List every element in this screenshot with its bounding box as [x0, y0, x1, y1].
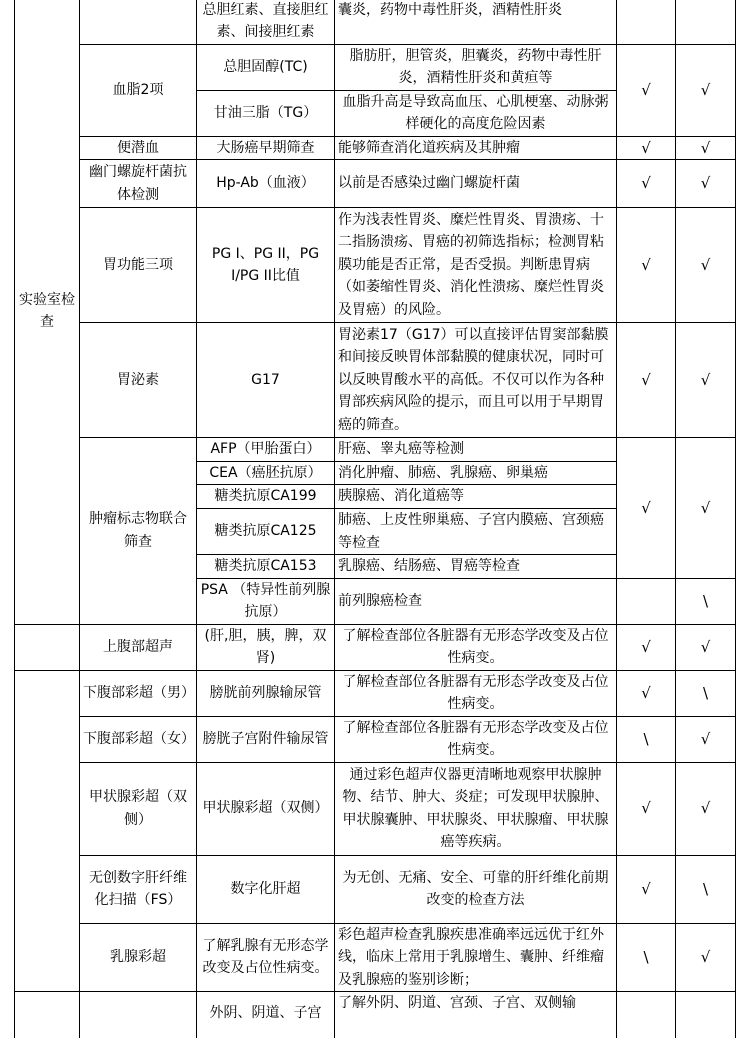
- male-cell: \: [617, 716, 676, 762]
- male-cell: [617, 992, 676, 1038]
- female-cell: √: [676, 716, 736, 762]
- content-cell: 糖类抗原CA199: [197, 485, 335, 509]
- female-cell: √: [676, 323, 736, 438]
- desc-cell: 了解检查部位各脏器有无形态学改变及占位性病变。: [335, 624, 617, 670]
- desc-cell: 了解检查部位各脏器有无形态学改变及占位性病变。: [335, 716, 617, 762]
- table-row: [15, 855, 736, 923]
- female-cell: √: [676, 160, 736, 208]
- male-cell: [617, 578, 676, 624]
- item-cell: 幽门螺旋杆菌抗体检测: [80, 160, 197, 208]
- item-cell: 甲状腺彩超（双侧）: [80, 762, 197, 855]
- item-cell: 肿瘤标志物联合筛查: [80, 438, 197, 625]
- female-cell: [676, 0, 736, 44]
- male-cell: √: [617, 762, 676, 855]
- female-cell: √: [676, 44, 736, 136]
- table-row: [15, 44, 736, 90]
- desc-cell: 脂肪肝，胆管炎，胆囊炎，药物中毒性肝炎，酒精性肝炎和黄疸等: [335, 44, 617, 90]
- desc-cell: 囊炎，药物中毒性肝炎，酒精性肝炎: [335, 0, 617, 44]
- desc-cell: 肺癌、上皮性卵巢癌、子宫内膜癌、宫颈癌等检查: [335, 509, 617, 555]
- content-cell: CEA（癌胚抗原）: [197, 461, 335, 485]
- desc-cell: 能够筛查消化道疾病及其肿瘤: [335, 136, 617, 160]
- male-cell: √: [617, 624, 676, 670]
- female-cell: √: [676, 208, 736, 323]
- category-cell: 实验室检查: [15, 0, 80, 624]
- desc-cell: 作为浅表性胃炎、糜烂性胃炎、胃溃疡、十二指肠溃疡、胃癌的初筛选指标；检测胃粘膜功能是否正常，是否受损。判断患胃病（如萎缩性胃炎、消化性溃疡、糜烂性胃炎及胃癌）的风险。: [335, 208, 617, 323]
- female-cell: \: [676, 578, 736, 624]
- table-row: [15, 923, 736, 992]
- content-cell: 甘油三脂（TG）: [197, 90, 335, 136]
- item-cell: 胃泌素: [80, 323, 197, 438]
- desc-cell: 通过彩色超声仪器更清晰地观察甲状腺肿物、结节、肿大、炎症；可发现甲状腺肿、甲状腺囊肿、甲状腺炎、甲状腺瘤、甲状腺癌等疾病。: [335, 762, 617, 855]
- desc-cell: 血脂升高是导致高血压、心肌梗塞、动脉粥样硬化的高度危险因素: [335, 90, 617, 136]
- female-cell: [676, 992, 736, 1038]
- table-row: [15, 160, 736, 208]
- desc-cell: 为无创、无痛、安全、可靠的肝纤维化前期改变的检查方法: [335, 855, 617, 923]
- item-cell: 上腹部超声: [80, 624, 197, 670]
- table-row: [15, 624, 736, 670]
- male-cell: √: [617, 855, 676, 923]
- desc-cell: 胃泌素17（G17）可以直接评估胃窦部黏膜和间接反映胃体部黏膜的健康状况，同时可以反映胃酸水平的高低。不仅可以作为各种胃部疾病风险的提示，而且可以用于早期胃癌的筛查。: [335, 323, 617, 438]
- male-cell: \: [617, 923, 676, 992]
- content-cell: 膀胱前列腺输尿管: [197, 670, 335, 716]
- content-cell: 数字化肝超: [197, 855, 335, 923]
- table-row: [15, 992, 736, 1038]
- item-cell: [80, 0, 197, 44]
- table-row: [15, 136, 736, 160]
- content-cell: AFP（甲胎蛋白）: [197, 438, 335, 462]
- desc-cell: 肝癌、睾丸癌等检测: [335, 438, 617, 462]
- desc-cell: 彩色超声检查乳腺疾患准确率远远优于红外线，临床上常用于乳腺增生、囊肿、纤维瘤及乳腺癌的鉴别诊断；: [335, 923, 617, 992]
- content-cell: Hp-Ab（血液）: [197, 160, 335, 208]
- table-row: [15, 0, 736, 44]
- desc-cell: 了解检查部位各脏器有无形态学改变及占位性病变。: [335, 670, 617, 716]
- item-cell: 便潜血: [80, 136, 197, 160]
- item-cell: 下腹部彩超（男）: [80, 670, 197, 716]
- male-cell: √: [617, 670, 676, 716]
- female-cell: √: [676, 438, 736, 579]
- male-cell: √: [617, 136, 676, 160]
- content-cell: 大肠癌早期筛查: [197, 136, 335, 160]
- content-cell: PSA （特异性前列腺抗原）: [197, 578, 335, 624]
- content-cell: 糖类抗原CA153: [197, 555, 335, 579]
- content-cell: 了解乳腺有无形态学改变及占位性病变。: [197, 923, 335, 992]
- exam-table: [14, 0, 736, 1038]
- item-cell: 无创数字肝纤维化扫描（FS）: [80, 855, 197, 923]
- item-cell: 胃功能三项: [80, 208, 197, 323]
- female-cell: \: [676, 670, 736, 716]
- desc-cell: 消化肿瘤、肺癌、乳腺癌、卵巢癌: [335, 461, 617, 485]
- table-row: [15, 716, 736, 762]
- table-row: [15, 208, 736, 323]
- table-row: [15, 762, 736, 855]
- content-cell: PG I、PG II，PG I/PG II比值: [197, 208, 335, 323]
- male-cell: √: [617, 323, 676, 438]
- content-cell: (肝,胆，胰，脾，双肾): [197, 624, 335, 670]
- content-cell: 膀胱子宫附件输尿管: [197, 716, 335, 762]
- male-cell: √: [617, 160, 676, 208]
- content-cell: 总胆红素、直接胆红素、间接胆红素: [197, 0, 335, 44]
- desc-cell: 了解外阴、阴道、宫颈、子宫、双侧输: [335, 992, 617, 1038]
- table-row: [15, 670, 736, 716]
- female-cell: √: [676, 762, 736, 855]
- male-cell: √: [617, 438, 676, 579]
- desc-cell: 以前是否感染过幽门螺旋杆菌: [335, 160, 617, 208]
- table-row: [15, 323, 736, 438]
- item-cell: 血脂2项: [80, 44, 197, 136]
- female-cell: \: [676, 855, 736, 923]
- item-cell: 乳腺彩超: [80, 923, 197, 992]
- male-cell: [617, 0, 676, 44]
- female-cell: √: [676, 923, 736, 992]
- female-cell: √: [676, 624, 736, 670]
- table-row: [15, 438, 736, 462]
- category-cell: [15, 992, 80, 1038]
- content-cell: 总胆固醇(TC): [197, 44, 335, 90]
- desc-cell: 胰腺癌、消化道癌等: [335, 485, 617, 509]
- content-cell: 甲状腺彩超（双侧）: [197, 762, 335, 855]
- category-cell: [15, 624, 80, 670]
- male-cell: √: [617, 208, 676, 323]
- category-cell: [15, 670, 80, 992]
- item-cell: 下腹部彩超（女）: [80, 716, 197, 762]
- female-cell: √: [676, 136, 736, 160]
- desc-cell: 前列腺癌检查: [335, 578, 617, 624]
- content-cell: G17: [197, 323, 335, 438]
- content-cell: 糖类抗原CA125: [197, 509, 335, 555]
- desc-cell: 乳腺癌、结肠癌、胃癌等检查: [335, 555, 617, 579]
- item-cell: [80, 992, 197, 1038]
- male-cell: √: [617, 44, 676, 136]
- content-cell: 外阴、阴道、子宫: [197, 992, 335, 1038]
